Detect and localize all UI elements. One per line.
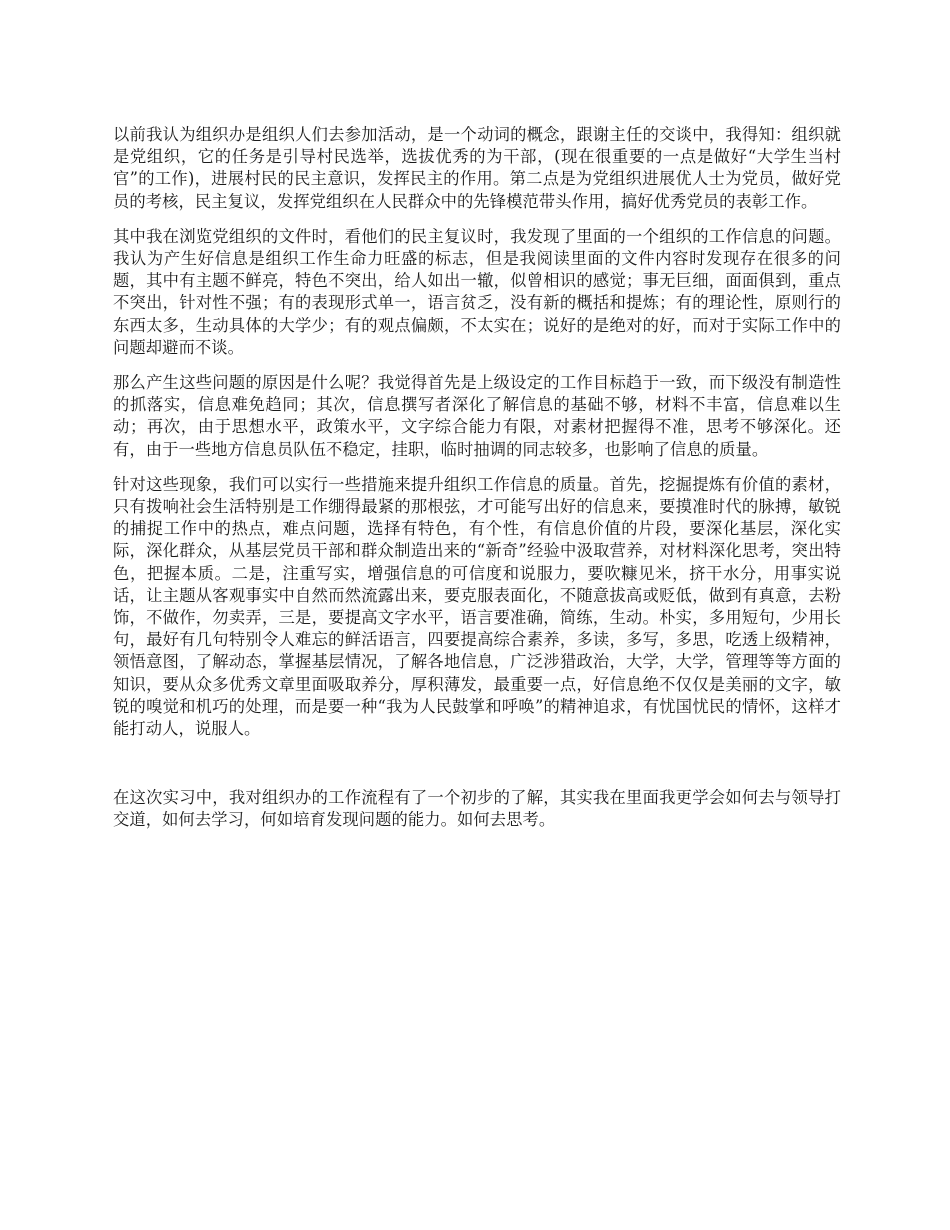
paragraph-gap	[113, 753, 841, 787]
paragraph-organization-definition: 以前我认为组织办是组织人们去参加活动，是一个动词的概念，跟谢主任的交谈中，我得知：组织就是党组织，它的任务是引导村民选举，选拔优秀的为干部，(现在很重要的一点是做好“大学生当村官”的工作)，进展村民的民主意识，发挥民主的作用。第二点是为党组织进展优人士为党员，做好党员的考核，民主复议，发挥党组织在人民群众中的先锋模范带头作用，搞好优秀党员的表彰工作。	[113, 125, 841, 211]
paragraph-problem-causes: 那么产生这些问题的原因是什么呢？我觉得首先是上级设定的工作目标趋于一致，而下级没有制造性的抓落实，信息难免趋同；其次，信息撰写者深化了解信息的基础不够，材料不丰富，信息难以生动；再次，由于思想水平，政策水平，文字综合能力有限，对素材把握得不准，思考不够深化。还有，由于一些地方信息员队伍不稳定，挂职，临时抽调的同志较多，也影响了信息的质量。	[113, 373, 841, 459]
paragraph-information-problems: 其中我在浏览党组织的文件时，看他们的民主复议时，我发现了里面的一个组织的工作信息的问题。我认为产生好信息是组织工作生命力旺盛的标志，但是我阅读里面的文件内容时发现存在很多的问题，其中有主题不鲜亮，特色不突出，给人如出一辙，似曾相识的感觉；事无巨细，面面俱到，重点不突出，针对性不强；有的表现形式单一，语言贫乏，没有新的概括和提炼；有的理论性，原则行的东西太多，生动具体的大学少；有的观点偏颇，不太实在；说好的是绝对的好，而对于实际工作中的问题却避而不谈。	[113, 226, 841, 357]
paragraph-improvement-measures: 针对这些现象，我们可以实行一些措施来提升组织工作信息的质量。首先，挖掘提炼有价值的素材，只有拨响社会生活特别是工作绷得最紧的那根弦，才可能写出好的信息来，要摸准时代的脉搏，敏锐的捕捉工作中的热点，难点问题，选择有特色，有个性，有信息价值的片段，要深化基层，深化实际，深化群众，从基层党员干部和群众制造出来的“新奇”经验中汲取营养，对材料深化思考，突出特色，把握本质。二是，注重写实，增强信息的可信度和说服力，要吹糠见米，挤干水分，用事实说话，让主题从客观事实中自然而然流露出来，要克服表面化，不随意拔高或贬低，做到有真意，去粉饰，不做作，勿卖弄，三是，要提高文字水平，语言要准确，简练，生动。朴实，多用短句，少用长句，最好有几句特别令人难忘的鲜活语言，四要提高综合素养，多读，多写，多思，吃透上级精神，领悟意图，了解动态，掌握基层情况，了解各地信息，广泛涉猎政治，大学，大学，管理等等方面的知识，要从众多优秀文章里面吸取养分，厚积薄发，最重要一点，好信息绝不仅仅是美丽的文字，敏锐的嗅觉和机巧的处理，而是要一种“我为人民鼓掌和呼唤”的精神追求，有忧国忧民的情怀，这样才能打动人，说服人。	[113, 474, 841, 739]
paragraph-internship-summary: 在这次实习中，我对组织办的工作流程有了一个初步的了解，其实我在里面我更学会如何去与领导打交道，如何去学习，何如培育发现问题的能力。如何去思考。	[113, 788, 841, 830]
document-body	[113, 124, 841, 845]
